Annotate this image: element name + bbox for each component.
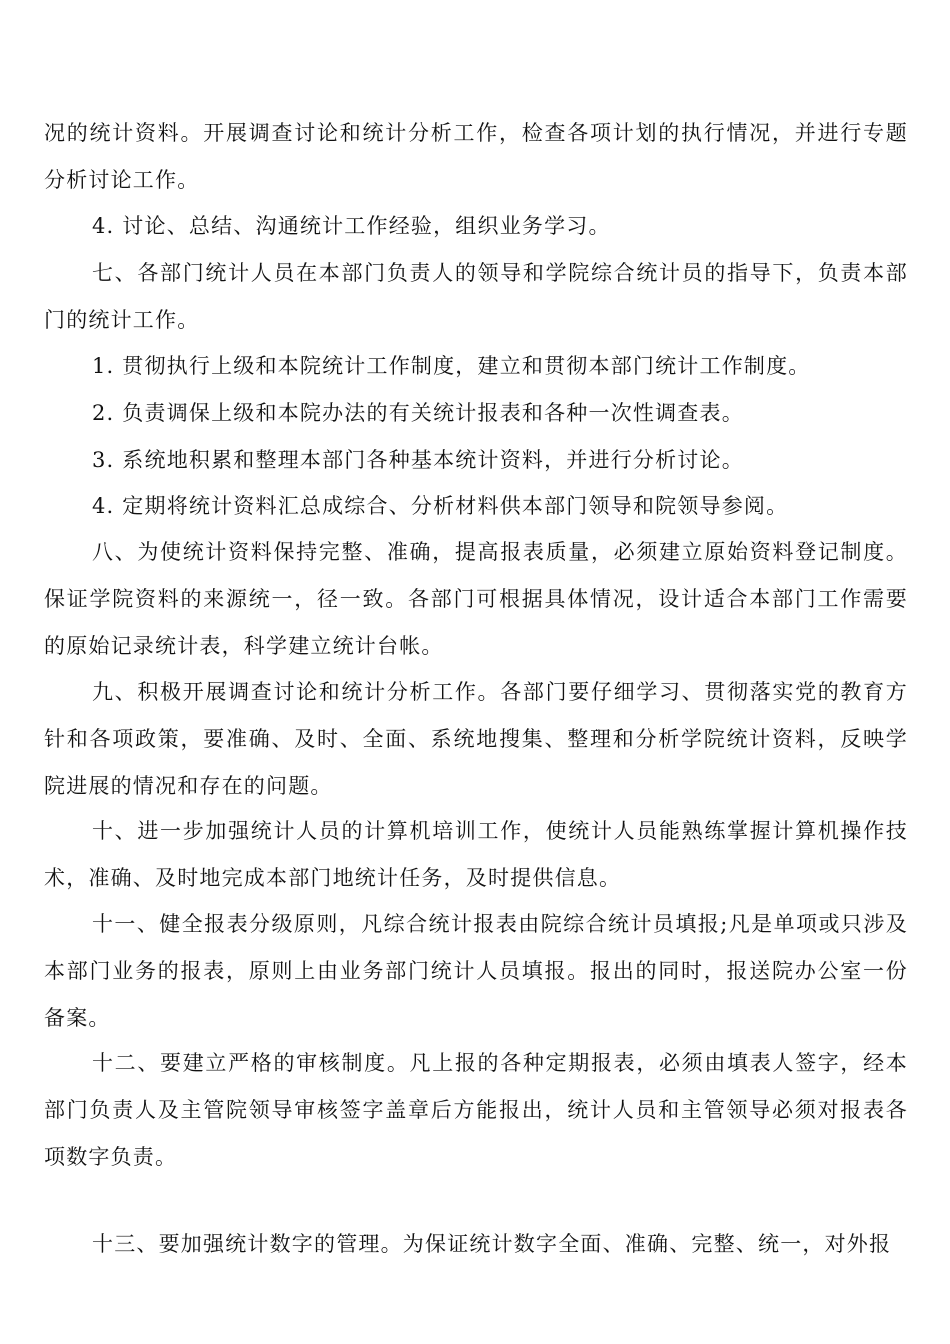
- paragraph-section-8: 八、为使统计资料保持完整、准确，提高报表质量，必须建立原始资料登记制度。保证学院资料的来源统一，径一致。各部门可根据具体情况，设计适合本部门工作需要的原始记录统计表，科学建立统计台帐。: [44, 540, 908, 658]
- paragraph-section-7: 七、各部门统计人员在本部门负责人的领导和学院综合统计员的指导下，负责本部门的统计工作。: [44, 261, 908, 332]
- paragraph-section-13: 十三、要加强统计数字的管理。为保证统计数字全面、准确、完整、统一，对外报: [92, 1232, 892, 1256]
- paragraph-item-1: 1. 贯彻执行上级和本院统计工作制度，建立和贯彻本部门统计工作制度。: [92, 354, 811, 378]
- paragraph-section-10: 十、进一步加强统计人员的计算机培训工作，使统计人员能熟练掌握计算机操作技术，准确、及时地完成本部门地统计任务，及时提供信息。: [44, 819, 908, 890]
- paragraph-item-3: 3. 系统地积累和整理本部门各种基本统计资料，并进行分析讨论。: [92, 448, 744, 472]
- paragraph-section-9: 九、积极开展调查讨论和统计分析工作。各部门要仔细学习、贯彻落实党的教育方针和各项政策，要准确、及时、全面、系统地搜集、整理和分析学院统计资料，反映学院进展的情况和存在的问题。: [44, 680, 908, 798]
- paragraph-section-11: 十一、健全报表分级原则，凡综合统计报表由院综合统计员填报;凡是单项或只涉及本部门业务的报表，原则上由业务部门统计人员填报。报出的同时，报送院办公室一份备案。: [44, 912, 908, 1030]
- paragraph-item-4-summary: 4. 定期将统计资料汇总成综合、分析材料供本部门领导和院领导参阅。: [92, 494, 789, 518]
- paragraph-item-2: 2. 负责调保上级和本院办法的有关统计报表和各种一次性调查表。: [92, 401, 744, 425]
- paragraph-continuation: 况的统计资料。开展调查讨论和统计分析工作，检查各项计划的执行情况，并进行专题分析讨论工作。: [44, 121, 908, 192]
- paragraph-item-4-discussion: 4. 讨论、总结、沟通统计工作经验，组织业务学习。: [92, 214, 611, 238]
- paragraph-section-12: 十二、要建立严格的审核制度。凡上报的各种定期报表，必须由填表人签字，经本部门负责人及主管院领导审核签字盖章后方能报出，统计人员和主管领导必须对报表各项数字负责。: [44, 1051, 908, 1169]
